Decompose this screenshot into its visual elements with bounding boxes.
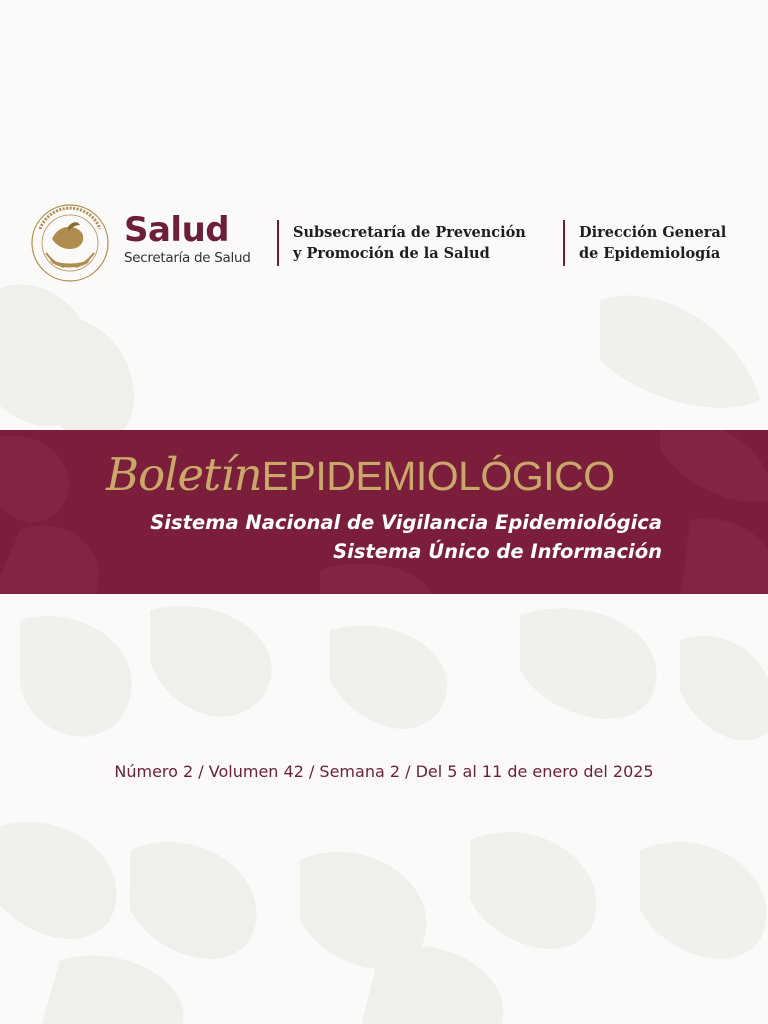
- org-primary-line2: y Promoción de la Salud: [293, 245, 490, 262]
- org-secondary-line1: Dirección General: [579, 224, 727, 241]
- brand-title: Salud: [124, 210, 230, 250]
- org-primary-line1: Subsecretaría de Prevención: [293, 224, 526, 241]
- brand-subtitle: Secretaría de Salud: [124, 250, 251, 266]
- issue-info: Número 2 / Volumen 42 / Semana 2 / Del 5 al 11 de enero del 2025: [114, 762, 654, 781]
- mexican-coat-of-arms-seal: [28, 203, 112, 283]
- subtitle-line2: Sistema Único de Información: [333, 540, 662, 563]
- salud-logo: [124, 210, 251, 267]
- title-caps: EPIDEMIOLÓGICO: [261, 453, 615, 499]
- header-divider: [277, 220, 279, 266]
- header-divider: [563, 220, 565, 266]
- header: [28, 203, 748, 283]
- title-script: Boletín: [106, 448, 262, 501]
- bulletin-title: [106, 448, 615, 501]
- title-banner: [0, 430, 768, 594]
- org-primary: [293, 222, 555, 264]
- subtitle-line1: Sistema Nacional de Vigilancia Epidemiológica: [150, 511, 662, 534]
- org-secondary-line2: de Epidemiología: [579, 245, 721, 262]
- org-secondary: [579, 222, 751, 264]
